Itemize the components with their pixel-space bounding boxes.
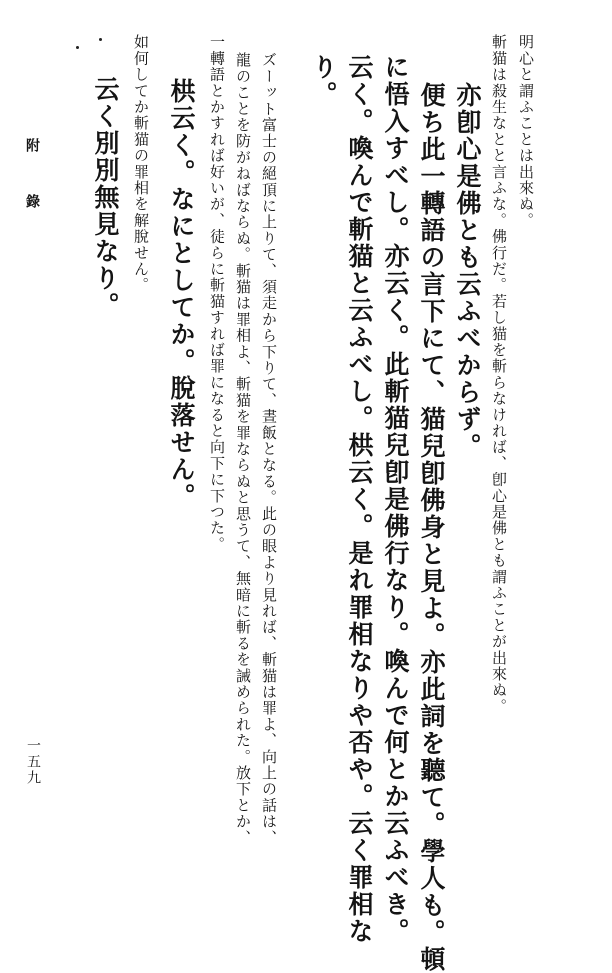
text-column-11: 栱云く。なにとしてか。脫落せん。 [167, 78, 196, 510]
text-column-2: 斬猫は殺生なとと言ふな。佛行だ。若し猫を斬らなければ、卽心是佛とも謂ふことが出來ぬ。 [490, 34, 508, 715]
text-column-10: 一轉語とかすれば好いが、徒らに斬猫すれば罪になると向下に下つた。 [208, 34, 226, 553]
text-column-3: 亦卽心是佛とも云ふべからず。 [453, 82, 482, 460]
text-column-6: 云く。喚んで斬猫と云ふべし。栱云く。是れ罪相なりや否や。云く罪相な [345, 54, 374, 945]
text-column-9: 龍のことを防がねばならぬ。斬猫は罪相よ、斬猫を罪ならぬと思うて、無暗に斬るを誡められた。放下とか、 [234, 52, 252, 846]
text-column-5: に悟入すべし。亦云く。此斬猫兒卽是佛行なり。喚んで何とか云ふべき。 [381, 54, 410, 945]
text-column-7: り。 [309, 54, 338, 108]
text-column-12: 如何してか斬猫の罪相を解脫せん。 [132, 34, 150, 294]
running-header: 附 錄 [24, 138, 40, 222]
page-number: 一五九 [25, 738, 41, 786]
scan-speck [76, 46, 79, 49]
text-column-1: 明心と謂ふことは出來ぬ。 [517, 34, 535, 229]
text-column-8: ズーット富士の絕頂に上りて、須走から下りて、晝飯となる。此の眼より見れば、斬猫は罪よ、向上の話は、 [260, 52, 278, 846]
text-column-13: 云く別別無見なり。 [91, 76, 120, 319]
text-column-4: 便ち此一轉語の言下にて、猫兒卽佛身と見よ。亦此詞を聽て。學人も。頓 [417, 82, 446, 973]
scan-speck [99, 38, 102, 41]
